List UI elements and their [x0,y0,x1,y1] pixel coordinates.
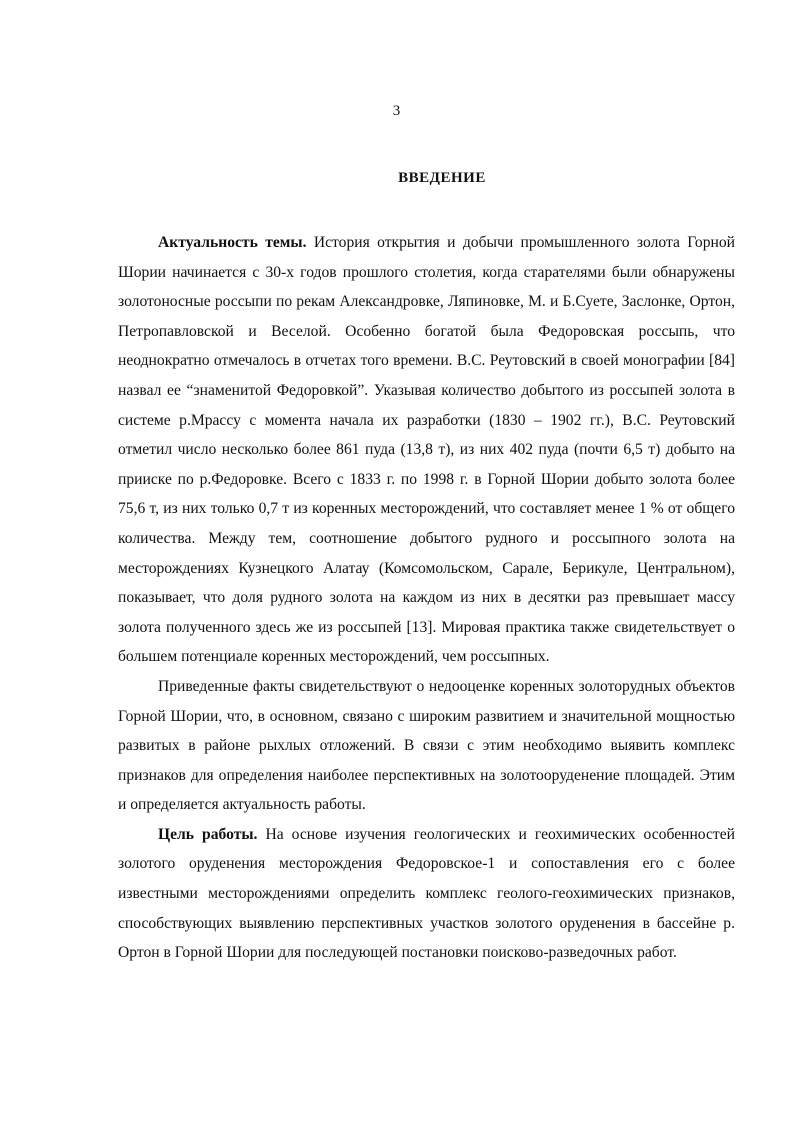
paragraph-text: Приведенные факты свидетельствуют о недооценке коренных золоторудных объектов Горной Шории, что, в основном, связано с широким развитием и значительной мощностью развитых в районе рыхлых отложений. В связи с этим необходимо выявить комплекс признаков для определения наиболее перспективных на золотооруденение площадей. Этим и определяется актуальность работы. [118,677,735,814]
paragraph-lead: Актуальность темы. [158,234,307,251]
page-number: 3 [392,103,401,119]
paragraph-text: История открытия и добычи промышленного золота Горной Шории начинается с 30-х годов прошлого столетия, когда старателями были обнаружены золотоносные россыпи по рекам Александровке, Ляпиновке, М. и Б.Суете, Заслонке, Ортон, Петропавловской и Веселой. Особенно богатой была Федоровская россыпь, что неоднократно отмечалось в отчетах того времени. В.С. Реутовский в своей монографии [84] назвал ее “знаменитой Федоровкой”. Указывая количество добытого из россыпей золота в системе р.Мрассу с момента начала их разработки (1830 – 1902 гг.), В.С. Реутовский отметил число несколько более 861 пуда (13,8 т), из них 402 пуда (почти 6,5 т) добыто на прииске по р.Федоровке. Всего с 1833 г. по 1998 г. в Горной Шории добыто золота более 75,6 т, из них только 0,7 т из коренных месторождений, что составляет менее 1 % от общего количества. Между тем, соотношение добытого рудного и россыпного золота на месторождениях Кузнецкого Алатау (Комсомольском, Сарале, Берикуле, Центральном), показывает, что доля рудного золота на каждом из них в десятки раз превышает массу золота полученного здесь же из россыпей [13]. Мировая практика также свидетельствует о большем потенциале коренных месторождений, чем россыпных. [118,234,735,666]
paragraph-lead: Цель работы. [158,825,258,843]
paragraph-relevance [118,228,735,672]
paragraph-facts [118,672,735,820]
body-text [118,228,735,968]
section-heading: ВВЕДЕНИЕ [398,170,486,186]
paragraph-text: На основе изучения геологических и геохимических особенностей золотого оруденения месторождения Федоровское-1 и сопоставления его с более известными месторождениями определить комплекс геолого-геохимических признаков, способствующих выявлению перспективных участков золотого оруденения в бассейне р. Ортон в Горной Шории для последующей постановки поисково-разведочных работ. [118,825,735,962]
paragraph-goal [118,820,735,968]
